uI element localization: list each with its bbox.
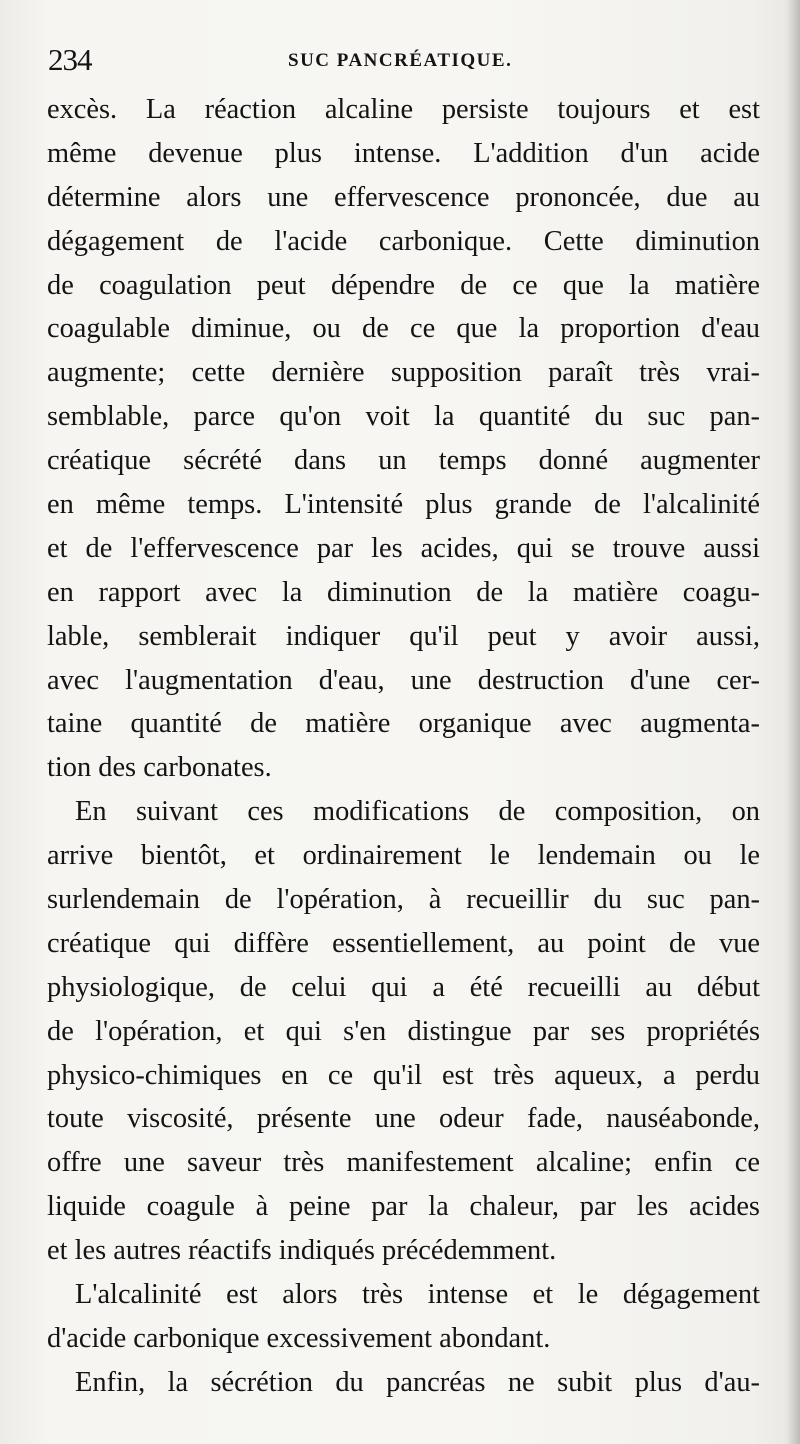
text-line: de l'opération, et qui s'en distingue par ses propriétés (47, 1015, 760, 1047)
text-line: lable, semblerait indiquer qu'il peut y avoir aussi, (47, 620, 760, 652)
text-line: de coagulation peut dépendre de ce que la matière (47, 269, 760, 301)
text-line: liquide coagule à peine par la chaleur, par les acides (47, 1191, 760, 1223)
text-line: surlendemain de l'opération, à recueillir du suc pan- (47, 884, 760, 916)
page-edge-shadow (786, 0, 800, 1444)
paragraph-end-line: d'acide carbonique excessivement abondant. (47, 1322, 551, 1354)
paragraph-end-line: tion des carbonates. (47, 752, 272, 784)
text-line: en rapport avec la diminution de la matière coagu- (47, 576, 760, 608)
text-line: détermine alors une effervescence prononcée, due au (47, 181, 760, 213)
running-head: SUC PANCRÉATIQUE. (288, 50, 513, 71)
text-line: en même temps. L'intensité plus grande de l'alcalinité (47, 489, 760, 521)
text-line: même devenue plus intense. L'addition d'un acide (47, 137, 760, 169)
text-line: et de l'effervescence par les acides, qui se trouve aussi (47, 532, 760, 564)
text-line: offre une saveur très manifestement alcaline; enfin ce (47, 1147, 760, 1179)
text-line: créatique qui diffère essentiellement, au point de vue (47, 927, 760, 959)
text-line: physiologique, de celui qui a été recueilli au début (47, 971, 760, 1003)
text-line: avec l'augmentation d'eau, une destruction d'une cer- (47, 664, 760, 696)
text-line: taine quantité de matière organique avec augmenta- (47, 708, 760, 740)
text-line: semblable, parce qu'on voit la quantité du suc pan- (47, 401, 760, 433)
text-line: créatique sécrété dans un temps donné augmenter (47, 445, 760, 477)
text-line: coagulable diminue, ou de ce que la proportion d'eau (47, 313, 760, 345)
text-line: physico-chimiques en ce qu'il est très aqueux, a perdu (47, 1059, 760, 1091)
paragraph-end-line: et les autres réactifs indiqués précédemment. (47, 1235, 557, 1267)
text-line: excès. La réaction alcaline persiste toujours et est (47, 94, 760, 125)
page-header (48, 42, 758, 82)
paragraph-start-line: Enfin, la sécrétion du pancréas ne subit plus d'au- (75, 1366, 760, 1398)
text-line: augmente; cette dernière supposition paraît très vrai- (47, 357, 760, 389)
text-line: dégagement de l'acide carbonique. Cette diminution (47, 225, 760, 257)
paragraph-start-line: L'alcalinité est alors très intense et le dégagement (75, 1279, 760, 1311)
page-number: 234 (48, 42, 92, 77)
text-line: toute viscosité, présente une odeur fade, nauséabonde, (47, 1103, 760, 1135)
text-line: arrive bientôt, et ordinairement le lendemain ou le (47, 840, 760, 872)
paragraph-start-line: En suivant ces modifications de composition, on (75, 796, 760, 828)
body-text (47, 88, 760, 1405)
